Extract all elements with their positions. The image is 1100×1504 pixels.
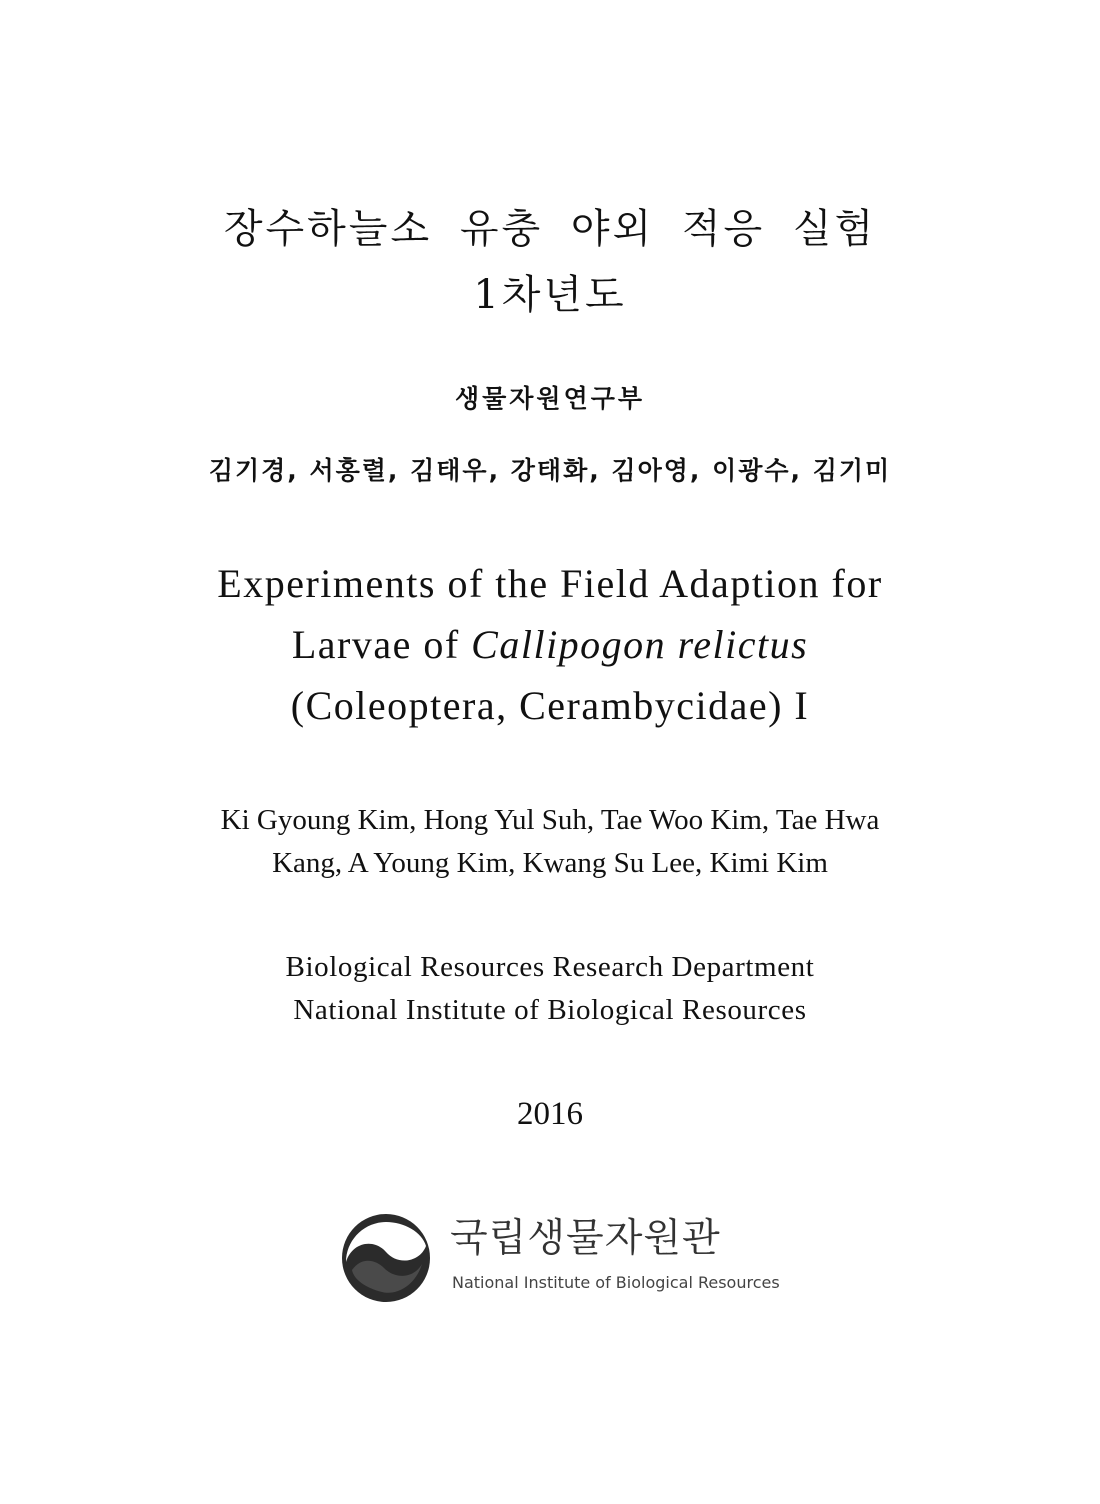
english-title-line2-prefix: Larvae of [291,622,472,667]
english-authors [0,799,1100,885]
korean-department: 생물자원연구부 [454,384,646,413]
english-title-line1: Experiments of the Field Adaption for [217,561,883,606]
species-name: Callipogon relictus [471,622,809,667]
english-authors-line2: Kang, A Young Kim, Kwang Su Lee, Kimi Kim [272,847,828,879]
korean-authors: 김기경, 서홍렬, 김태우, 강태화, 김아영, 이광수, 김기미 [208,456,892,485]
logo-korean-name: 국립생물자원관 [450,1216,721,1261]
english-title-line3: (Coleoptera, Cerambycidae) I [290,683,810,728]
korean-title-word: 실험 [792,206,877,252]
logo-english-name: National Institute of Biological Resources [452,1273,780,1292]
publication-year: 2016 [517,1096,583,1132]
korean-title-line1 [0,196,1100,262]
korean-title-word: 적응 [681,206,766,252]
english-affiliation [0,946,1100,1032]
institute-logo [340,1212,800,1304]
english-authors-line1: Ki Gyoung Kim, Hong Yul Suh, Tae Woo Kim, Tae Hwa [220,804,880,836]
english-department: Biological Resources Research Department [285,951,815,983]
taegeuk-swirl-emblem-icon [340,1212,432,1304]
korean-title-word: 유충 [459,206,544,252]
english-institute: National Institute of Biological Resources [293,994,807,1026]
korean-title [0,196,1100,328]
english-title [0,553,1100,736]
english-title-line2 [0,614,1100,675]
korean-title-line2: 1차년도 [473,272,627,318]
korean-title-word: 야외 [570,206,655,252]
korean-title-word: 장수하늘소 [223,206,433,252]
